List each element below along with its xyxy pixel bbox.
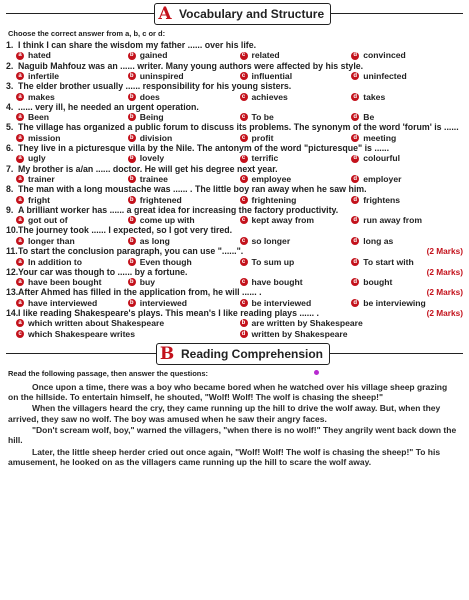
question-number: 7. bbox=[6, 163, 14, 174]
option-text: hated bbox=[28, 50, 51, 61]
option-text: uninspired bbox=[139, 71, 184, 82]
option-c[interactable] bbox=[240, 298, 352, 308]
option-text: interviewed bbox=[139, 297, 188, 308]
option-c[interactable] bbox=[240, 195, 352, 205]
option-d[interactable] bbox=[351, 215, 463, 225]
option-d[interactable] bbox=[351, 257, 463, 267]
options-row bbox=[6, 318, 463, 328]
section-a-header bbox=[6, 3, 463, 25]
option-text: have interviewed bbox=[28, 297, 98, 308]
section-b-instruction-row bbox=[8, 369, 463, 378]
option-d[interactable] bbox=[351, 71, 463, 81]
question-text: After Ahmed has filled in the application from, he will ...... . bbox=[18, 287, 262, 298]
option-text: which written about Shakespeare bbox=[28, 318, 165, 329]
options-row bbox=[6, 215, 463, 225]
option-c[interactable] bbox=[240, 92, 352, 102]
option-letter-bullet-icon: c bbox=[240, 278, 248, 286]
question-stem bbox=[6, 143, 463, 153]
option-b[interactable] bbox=[128, 133, 240, 143]
option-letter-bullet-icon: b bbox=[128, 134, 136, 142]
option-letter-bullet-icon: d bbox=[351, 175, 359, 183]
option-d[interactable] bbox=[351, 236, 463, 246]
question-item bbox=[6, 122, 463, 143]
question-text: Naguib Mahfouz was an ...... writer. Many young authors were affected by his style. bbox=[18, 60, 364, 71]
marks-label: (2 Marks) bbox=[426, 287, 463, 298]
option-text: have bought bbox=[251, 277, 303, 288]
option-letter-bullet-icon: d bbox=[351, 196, 359, 204]
option-text: come up with bbox=[139, 215, 195, 226]
option-c[interactable] bbox=[240, 215, 352, 225]
marks-label: (2 Marks) bbox=[426, 307, 463, 318]
option-text: colourful bbox=[363, 153, 401, 164]
question-number: 1. bbox=[6, 40, 14, 50]
option-letter-bullet-icon: c bbox=[240, 299, 248, 307]
option-text: lovely bbox=[139, 153, 165, 164]
option-b[interactable] bbox=[128, 153, 240, 163]
question-number: 5. bbox=[6, 122, 14, 133]
option-a[interactable] bbox=[16, 153, 128, 163]
option-c[interactable] bbox=[240, 71, 352, 81]
option-a[interactable] bbox=[16, 133, 128, 143]
passage-paragraph: When the villagers heard the cry, they came running up the hill to drive the wolf away. But, when they arrived, they saw no wolf. The boy was amused when he saw their angry faces. bbox=[8, 403, 441, 424]
question-number: 3. bbox=[6, 81, 14, 92]
question-number: 2. bbox=[6, 60, 14, 71]
option-text: long as bbox=[363, 235, 394, 246]
option-a[interactable] bbox=[16, 215, 128, 225]
option-letter-bullet-icon: b bbox=[240, 319, 248, 327]
option-text: convinced bbox=[363, 50, 406, 61]
question-item bbox=[6, 164, 463, 185]
option-a[interactable] bbox=[16, 112, 128, 122]
option-text: written by Shakespeare bbox=[251, 328, 348, 339]
question-text: ...... very ill, he needed an urgent operation. bbox=[18, 101, 199, 112]
passage-paragraph: Later, the little sheep herder cried out once again, "Wolf! Wolf! The wolf is chasing the sheep!" To his amusement, he looked on as the villagers came running up the hill to scare the wolf away. bbox=[8, 446, 441, 467]
options-row bbox=[6, 92, 463, 102]
option-a[interactable] bbox=[16, 277, 128, 287]
option-letter-bullet-icon: d bbox=[351, 72, 359, 80]
option-letter-bullet-icon: b bbox=[128, 93, 136, 101]
option-text: so longer bbox=[251, 235, 291, 246]
option-text: uninfected bbox=[363, 71, 407, 82]
option-letter-bullet-icon: c bbox=[240, 175, 248, 183]
option-letter-bullet-icon: c bbox=[240, 258, 248, 266]
question-number: 12. bbox=[6, 266, 19, 277]
option-letter-bullet-icon: a bbox=[16, 72, 24, 80]
question-text: A brilliant worker has ...... a great idea for increasing the factory productivity. bbox=[18, 204, 339, 215]
options-row bbox=[6, 277, 463, 287]
question-item bbox=[6, 308, 463, 339]
options-row bbox=[6, 174, 463, 184]
option-text: profit bbox=[251, 132, 274, 143]
option-letter-bullet-icon: d bbox=[240, 330, 248, 338]
option-c[interactable] bbox=[240, 277, 352, 287]
option-letter-bullet-icon: c bbox=[240, 93, 248, 101]
option-letter-bullet-icon: d bbox=[351, 93, 359, 101]
option-text: ugly bbox=[28, 153, 46, 164]
option-text: mission bbox=[28, 132, 61, 143]
option-c[interactable] bbox=[240, 257, 352, 267]
option-letter-bullet-icon: c bbox=[240, 196, 248, 204]
question-stem bbox=[6, 308, 463, 318]
option-a[interactable] bbox=[16, 298, 128, 308]
option-b[interactable] bbox=[128, 277, 240, 287]
options-row bbox=[6, 50, 463, 60]
marks-label: (2 Marks) bbox=[426, 266, 463, 277]
option-d[interactable] bbox=[351, 195, 463, 205]
option-d[interactable] bbox=[351, 277, 463, 287]
option-letter-bullet-icon: d bbox=[351, 216, 359, 224]
question-item bbox=[6, 40, 463, 61]
option-letter-bullet-icon: b bbox=[128, 299, 136, 307]
option-c[interactable] bbox=[240, 174, 352, 184]
section-b-letter: B bbox=[159, 343, 175, 364]
options-row bbox=[6, 329, 463, 339]
purple-dot-icon bbox=[314, 370, 319, 375]
option-text: trainee bbox=[139, 174, 168, 185]
option-text: longer than bbox=[28, 235, 75, 246]
options-row bbox=[6, 153, 463, 163]
section-a-letter: A bbox=[158, 4, 172, 24]
option-text: trainer bbox=[28, 174, 55, 185]
option-letter-bullet-icon: c bbox=[240, 216, 248, 224]
option-letter-bullet-icon: d bbox=[351, 52, 359, 60]
option-a[interactable] bbox=[16, 92, 128, 102]
question-text: The village has organized a public forum to discuss its problems. The synonym of the word 'forum' is ...... bbox=[18, 122, 459, 133]
option-letter-bullet-icon: d bbox=[351, 237, 359, 245]
section-b-instruction: Read the following passage, then answer the questions: bbox=[8, 368, 209, 378]
option-text: related bbox=[251, 50, 280, 61]
option-a[interactable] bbox=[16, 257, 128, 267]
question-number: 6. bbox=[6, 143, 14, 154]
option-text: To sum up bbox=[251, 256, 295, 267]
question-stem bbox=[6, 40, 463, 50]
question-stem bbox=[6, 225, 463, 235]
option-text: got out of bbox=[28, 215, 68, 226]
option-letter-bullet-icon: c bbox=[240, 155, 248, 163]
question-text: Your car was though to ...... by a fortune. bbox=[18, 266, 188, 277]
option-b[interactable] bbox=[128, 257, 240, 267]
question-list bbox=[6, 40, 463, 339]
option-text: gained bbox=[139, 50, 168, 61]
question-item bbox=[6, 61, 463, 82]
option-letter-bullet-icon: a bbox=[16, 258, 24, 266]
option-text: In addition to bbox=[28, 256, 82, 267]
option-d[interactable] bbox=[351, 92, 463, 102]
option-text: frightening bbox=[251, 194, 297, 205]
option-a[interactable] bbox=[16, 195, 128, 205]
option-c[interactable] bbox=[16, 329, 240, 339]
option-a[interactable] bbox=[16, 71, 128, 81]
option-text: bought bbox=[363, 277, 393, 288]
option-letter-bullet-icon: c bbox=[240, 134, 248, 142]
option-c[interactable] bbox=[240, 153, 352, 163]
option-text: are written by Shakespeare bbox=[251, 318, 363, 329]
option-text: buy bbox=[139, 277, 156, 288]
question-item bbox=[6, 205, 463, 226]
question-item bbox=[6, 184, 463, 205]
section-a-instruction: Choose the correct answer from a, b, c or d: bbox=[8, 29, 166, 38]
option-letter-bullet-icon: b bbox=[128, 175, 136, 183]
question-stem bbox=[6, 122, 463, 132]
option-text: be interviewed bbox=[251, 297, 312, 308]
question-stem bbox=[6, 287, 463, 297]
question-number: 9. bbox=[6, 204, 14, 215]
question-number: 11. bbox=[6, 246, 18, 257]
option-text: run away from bbox=[363, 215, 422, 226]
option-text: as long bbox=[139, 235, 170, 246]
option-text: Being bbox=[139, 112, 164, 123]
option-letter-bullet-icon: d bbox=[351, 299, 359, 307]
question-text: They live in a picturesque villa by the Nile. The antonym of the word "picturesque" is ...... bbox=[18, 143, 390, 154]
question-number: 13. bbox=[6, 287, 19, 298]
question-number: 10. bbox=[6, 225, 19, 236]
option-a[interactable] bbox=[16, 50, 128, 60]
option-b[interactable] bbox=[128, 215, 240, 225]
option-d[interactable] bbox=[351, 298, 463, 308]
section-b-header bbox=[6, 343, 463, 365]
section-b-title-box bbox=[156, 343, 330, 365]
option-text: infertile bbox=[28, 71, 60, 82]
question-item bbox=[6, 287, 463, 308]
options-row bbox=[6, 112, 463, 122]
option-d[interactable] bbox=[351, 112, 463, 122]
question-stem bbox=[6, 267, 463, 277]
option-letter-bullet-icon: c bbox=[240, 52, 248, 60]
option-b[interactable] bbox=[128, 112, 240, 122]
option-d[interactable] bbox=[351, 153, 463, 163]
question-text: To start the conclusion paragraph, you can use "......". bbox=[18, 246, 244, 257]
option-c[interactable] bbox=[240, 133, 352, 143]
option-letter-bullet-icon: b bbox=[128, 237, 136, 245]
option-text: Be bbox=[363, 112, 375, 123]
question-text: I like reading Shakespeare's plays. This mean's I like reading plays ...... . bbox=[18, 307, 319, 318]
question-stem bbox=[6, 102, 463, 112]
options-row bbox=[6, 71, 463, 81]
question-item bbox=[6, 225, 463, 246]
passage bbox=[6, 382, 463, 467]
option-text: which Shakespeare writes bbox=[28, 328, 135, 339]
option-letter-bullet-icon: b bbox=[128, 155, 136, 163]
question-item bbox=[6, 81, 463, 102]
option-letter-bullet-icon: b bbox=[128, 196, 136, 204]
option-text: fright bbox=[28, 194, 50, 205]
option-letter-bullet-icon: a bbox=[16, 196, 24, 204]
option-letter-bullet-icon: c bbox=[240, 237, 248, 245]
option-text: meeting bbox=[363, 132, 397, 143]
option-letter-bullet-icon: c bbox=[16, 330, 24, 338]
option-b[interactable] bbox=[128, 50, 240, 60]
option-letter-bullet-icon: d bbox=[351, 155, 359, 163]
option-letter-bullet-icon: b bbox=[128, 113, 136, 121]
option-letter-bullet-icon: a bbox=[16, 93, 24, 101]
option-letter-bullet-icon: d bbox=[351, 278, 359, 286]
options-row bbox=[6, 298, 463, 308]
option-letter-bullet-icon: a bbox=[16, 216, 24, 224]
option-letter-bullet-icon: b bbox=[128, 278, 136, 286]
passage-paragraph: "Don't scream wolf, boy," warned the villagers, "when there is no wolf!" They angrily went back down the hill. bbox=[8, 424, 457, 446]
option-text: be interviewing bbox=[363, 297, 426, 308]
question-text: The man with a long moustache was ...... . The little boy ran away when he saw him. bbox=[18, 184, 367, 195]
option-text: have been bought bbox=[28, 277, 102, 288]
question-number: 8. bbox=[6, 184, 14, 195]
option-letter-bullet-icon: d bbox=[351, 113, 359, 121]
question-stem bbox=[6, 164, 463, 174]
option-text: employee bbox=[251, 174, 292, 185]
option-letter-bullet-icon: c bbox=[240, 72, 248, 80]
question-stem bbox=[6, 81, 463, 91]
option-text: achieves bbox=[251, 91, 288, 102]
options-row bbox=[6, 236, 463, 246]
option-c[interactable] bbox=[240, 112, 352, 122]
option-text: frightens bbox=[363, 194, 401, 205]
option-letter-bullet-icon: a bbox=[16, 175, 24, 183]
section-b-title: Reading Comprehension bbox=[181, 346, 324, 361]
option-text: employer bbox=[363, 174, 402, 185]
question-item bbox=[6, 102, 463, 123]
question-number: 4. bbox=[6, 101, 14, 112]
option-letter-bullet-icon: a bbox=[16, 319, 24, 327]
question-text: My brother is a/an ...... doctor. He will get his degree next year. bbox=[18, 163, 278, 174]
option-text: kept away from bbox=[251, 215, 315, 226]
options-row bbox=[6, 195, 463, 205]
option-text: Been bbox=[28, 112, 50, 123]
passage-paragraph: Once upon a time, there was a boy who became bored when he watched over his village sheep grazing on the hillside. To entertain himself, he shouted, "Wolf! Wolf! The wolf is chasing the sheep!" bbox=[8, 381, 448, 403]
question-item bbox=[6, 143, 463, 164]
question-item bbox=[6, 267, 463, 288]
section-a-title: Vocabulary and Structure bbox=[179, 7, 325, 21]
section-a-title-box bbox=[154, 3, 331, 25]
option-letter-bullet-icon: a bbox=[16, 299, 24, 307]
option-text: frightened bbox=[139, 194, 182, 205]
question-stem bbox=[6, 246, 463, 256]
option-letter-bullet-icon: a bbox=[16, 134, 24, 142]
question-text: The elder brother usually ...... responsibility for his young sisters. bbox=[18, 81, 292, 92]
option-letter-bullet-icon: a bbox=[16, 155, 24, 163]
option-text: To start with bbox=[363, 256, 414, 267]
option-letter-bullet-icon: a bbox=[16, 113, 24, 121]
option-text: Even though bbox=[139, 256, 192, 267]
option-letter-bullet-icon: a bbox=[16, 52, 24, 60]
option-letter-bullet-icon: a bbox=[16, 278, 24, 286]
options-row bbox=[6, 133, 463, 143]
option-text: influential bbox=[251, 71, 293, 82]
option-text: does bbox=[139, 91, 160, 102]
option-text: makes bbox=[28, 91, 55, 102]
marks-label: (2 Marks) bbox=[426, 246, 463, 257]
question-text: I think I can share the wisdom my father ...... over his life. bbox=[18, 40, 257, 50]
option-b[interactable] bbox=[128, 92, 240, 102]
option-b[interactable] bbox=[128, 71, 240, 81]
option-c[interactable] bbox=[240, 236, 352, 246]
option-b[interactable] bbox=[128, 236, 240, 246]
option-letter-bullet-icon: d bbox=[351, 134, 359, 142]
question-stem bbox=[6, 61, 463, 71]
option-letter-bullet-icon: b bbox=[128, 72, 136, 80]
option-text: division bbox=[139, 132, 173, 143]
option-c[interactable] bbox=[240, 50, 352, 60]
options-row bbox=[6, 257, 463, 267]
question-item bbox=[6, 246, 463, 267]
option-letter-bullet-icon: b bbox=[128, 258, 136, 266]
option-b[interactable] bbox=[128, 298, 240, 308]
option-text: terrific bbox=[251, 153, 279, 164]
option-letter-bullet-icon: c bbox=[240, 113, 248, 121]
option-d[interactable] bbox=[351, 133, 463, 143]
option-letter-bullet-icon: d bbox=[351, 258, 359, 266]
question-stem bbox=[6, 184, 463, 194]
option-letter-bullet-icon: b bbox=[128, 52, 136, 60]
option-text: To be bbox=[251, 112, 274, 123]
option-a[interactable] bbox=[16, 236, 128, 246]
option-b[interactable] bbox=[240, 318, 464, 328]
question-number: 14. bbox=[6, 307, 19, 318]
option-a[interactable] bbox=[16, 318, 240, 328]
question-stem bbox=[6, 205, 463, 215]
option-d[interactable] bbox=[351, 50, 463, 60]
option-b[interactable] bbox=[128, 195, 240, 205]
option-b[interactable] bbox=[128, 174, 240, 184]
question-text: The journey took ...... I expected, so I got very tired. bbox=[18, 225, 233, 236]
option-d[interactable] bbox=[351, 174, 463, 184]
option-text: takes bbox=[363, 91, 386, 102]
option-d[interactable] bbox=[240, 329, 464, 339]
option-letter-bullet-icon: a bbox=[16, 237, 24, 245]
option-a[interactable] bbox=[16, 174, 128, 184]
option-letter-bullet-icon: b bbox=[128, 216, 136, 224]
